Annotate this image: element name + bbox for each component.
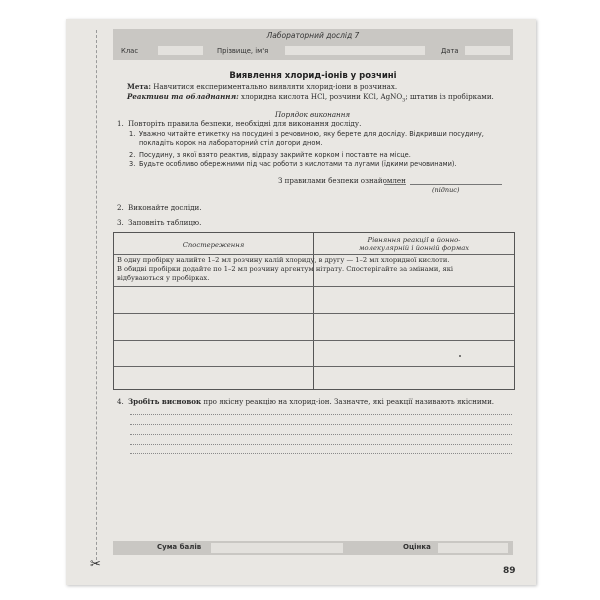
reagents-text: хлоридна кислота HCl, розчини KCl, AgNO: [240, 92, 403, 101]
rule1-number: 1.: [129, 130, 136, 138]
reagents-subscript: 3: [402, 97, 406, 104]
step2-text: Виконайте досліди.: [128, 203, 202, 212]
table-header-rule: [114, 254, 514, 255]
date-label: Дата: [441, 47, 459, 55]
observation-table: [113, 232, 515, 390]
answer-line[interactable]: [130, 424, 512, 425]
table-row-rule: [114, 313, 514, 314]
step1-text: Повторіть правила безпеки, необхідні для виконання досліду.: [128, 119, 362, 128]
grade-label: Оцінка: [403, 543, 431, 551]
rule1-line2: покладіть корок на лабораторний стіл догори дном.: [139, 139, 323, 147]
answer-line[interactable]: [130, 453, 512, 454]
step3-number: 3.: [117, 218, 124, 227]
table-row-rule: [114, 340, 514, 341]
rule3-text: Будьте особливо обережними під час роботи з кислотами та лугами (їдкими речовинами).: [139, 160, 457, 168]
table-task-line2: В обидві пробірки додайте по 1–2 мл розчину аргентум нітрату. Спостерігайте за змінами, які: [117, 265, 454, 273]
score-label: Сума балів: [157, 543, 202, 551]
surname-field[interactable]: [285, 46, 425, 55]
step4-bold: Зробіть висновок: [128, 397, 202, 406]
signature-caption: (підпис): [432, 186, 460, 194]
column-header-equations-line2: молекулярній і йонній формах: [358, 244, 470, 252]
reagents-label: Реактиви та обладнання:: [127, 92, 239, 101]
class-label: Клас: [121, 47, 139, 55]
step4-number: 4.: [117, 397, 124, 406]
rule1-line1: Уважно читайте етикетку на посудині з речовиною, яку берете для досліду. Відкривши посудину,: [139, 130, 484, 138]
rule2-number: 2.: [129, 151, 136, 159]
acquainted-text: З правилами безпеки ознайомлен: [278, 176, 406, 185]
header-bar: [113, 29, 513, 60]
grade-field[interactable]: [438, 543, 508, 553]
page-title: Виявлення хлорид-іонів у розчині: [229, 71, 397, 81]
step3-text: Заповніть таблицю.: [128, 218, 202, 227]
procedure-title: Порядок виконання: [275, 110, 351, 119]
ink-dot: [459, 355, 461, 357]
goal-text: Навчитися експериментально виявляти хлорид-іони в розчинах.: [153, 82, 398, 91]
answer-line[interactable]: [130, 444, 512, 445]
surname-label: Прізвище, ім'я: [217, 47, 269, 55]
signature-field[interactable]: [410, 184, 502, 185]
step1-number: 1.: [117, 119, 124, 128]
answer-line[interactable]: [130, 414, 512, 415]
column-header-observations: Спостереження: [182, 241, 245, 249]
rule3-number: 3.: [129, 160, 136, 168]
score-field[interactable]: [211, 543, 343, 553]
table-row-rule: [114, 366, 514, 367]
reagents-line: [127, 92, 494, 103]
answer-line[interactable]: [130, 434, 512, 435]
class-field[interactable]: [158, 46, 203, 55]
reagents-text-end: ; штатив із пробірками.: [405, 92, 494, 101]
column-header-equations-line1: Рівняння реакції в йонно-: [367, 236, 461, 244]
step2-number: 2.: [117, 203, 124, 212]
table-task-line1: В одну пробірку налийте 1–2 мл розчину калій хлориду, в другу — 1–2 мл хлоридної кислоти.: [117, 256, 450, 264]
cut-line: [96, 30, 97, 565]
date-field[interactable]: [465, 46, 510, 55]
step4-line: [128, 397, 494, 406]
table-row-rule: [114, 286, 514, 287]
ending-field[interactable]: [384, 184, 406, 185]
footer-bar: [113, 541, 513, 555]
rule2-text: Посудину, з якої взято реактив, відразу закрийте корком і поставте на місце.: [139, 151, 411, 159]
step4-text: про якісну реакцію на хлорид-іон. Зазначте, які реакції називають якісними.: [203, 397, 495, 406]
page-number: 89: [503, 566, 516, 576]
goal-label: Мета:: [127, 82, 151, 91]
scissors-icon: ✂: [90, 557, 101, 572]
table-task-line3: відбуваються у пробірках.: [117, 274, 210, 282]
lab-title: Лабораторний дослід 7: [266, 31, 360, 40]
goal-line: [127, 82, 397, 91]
